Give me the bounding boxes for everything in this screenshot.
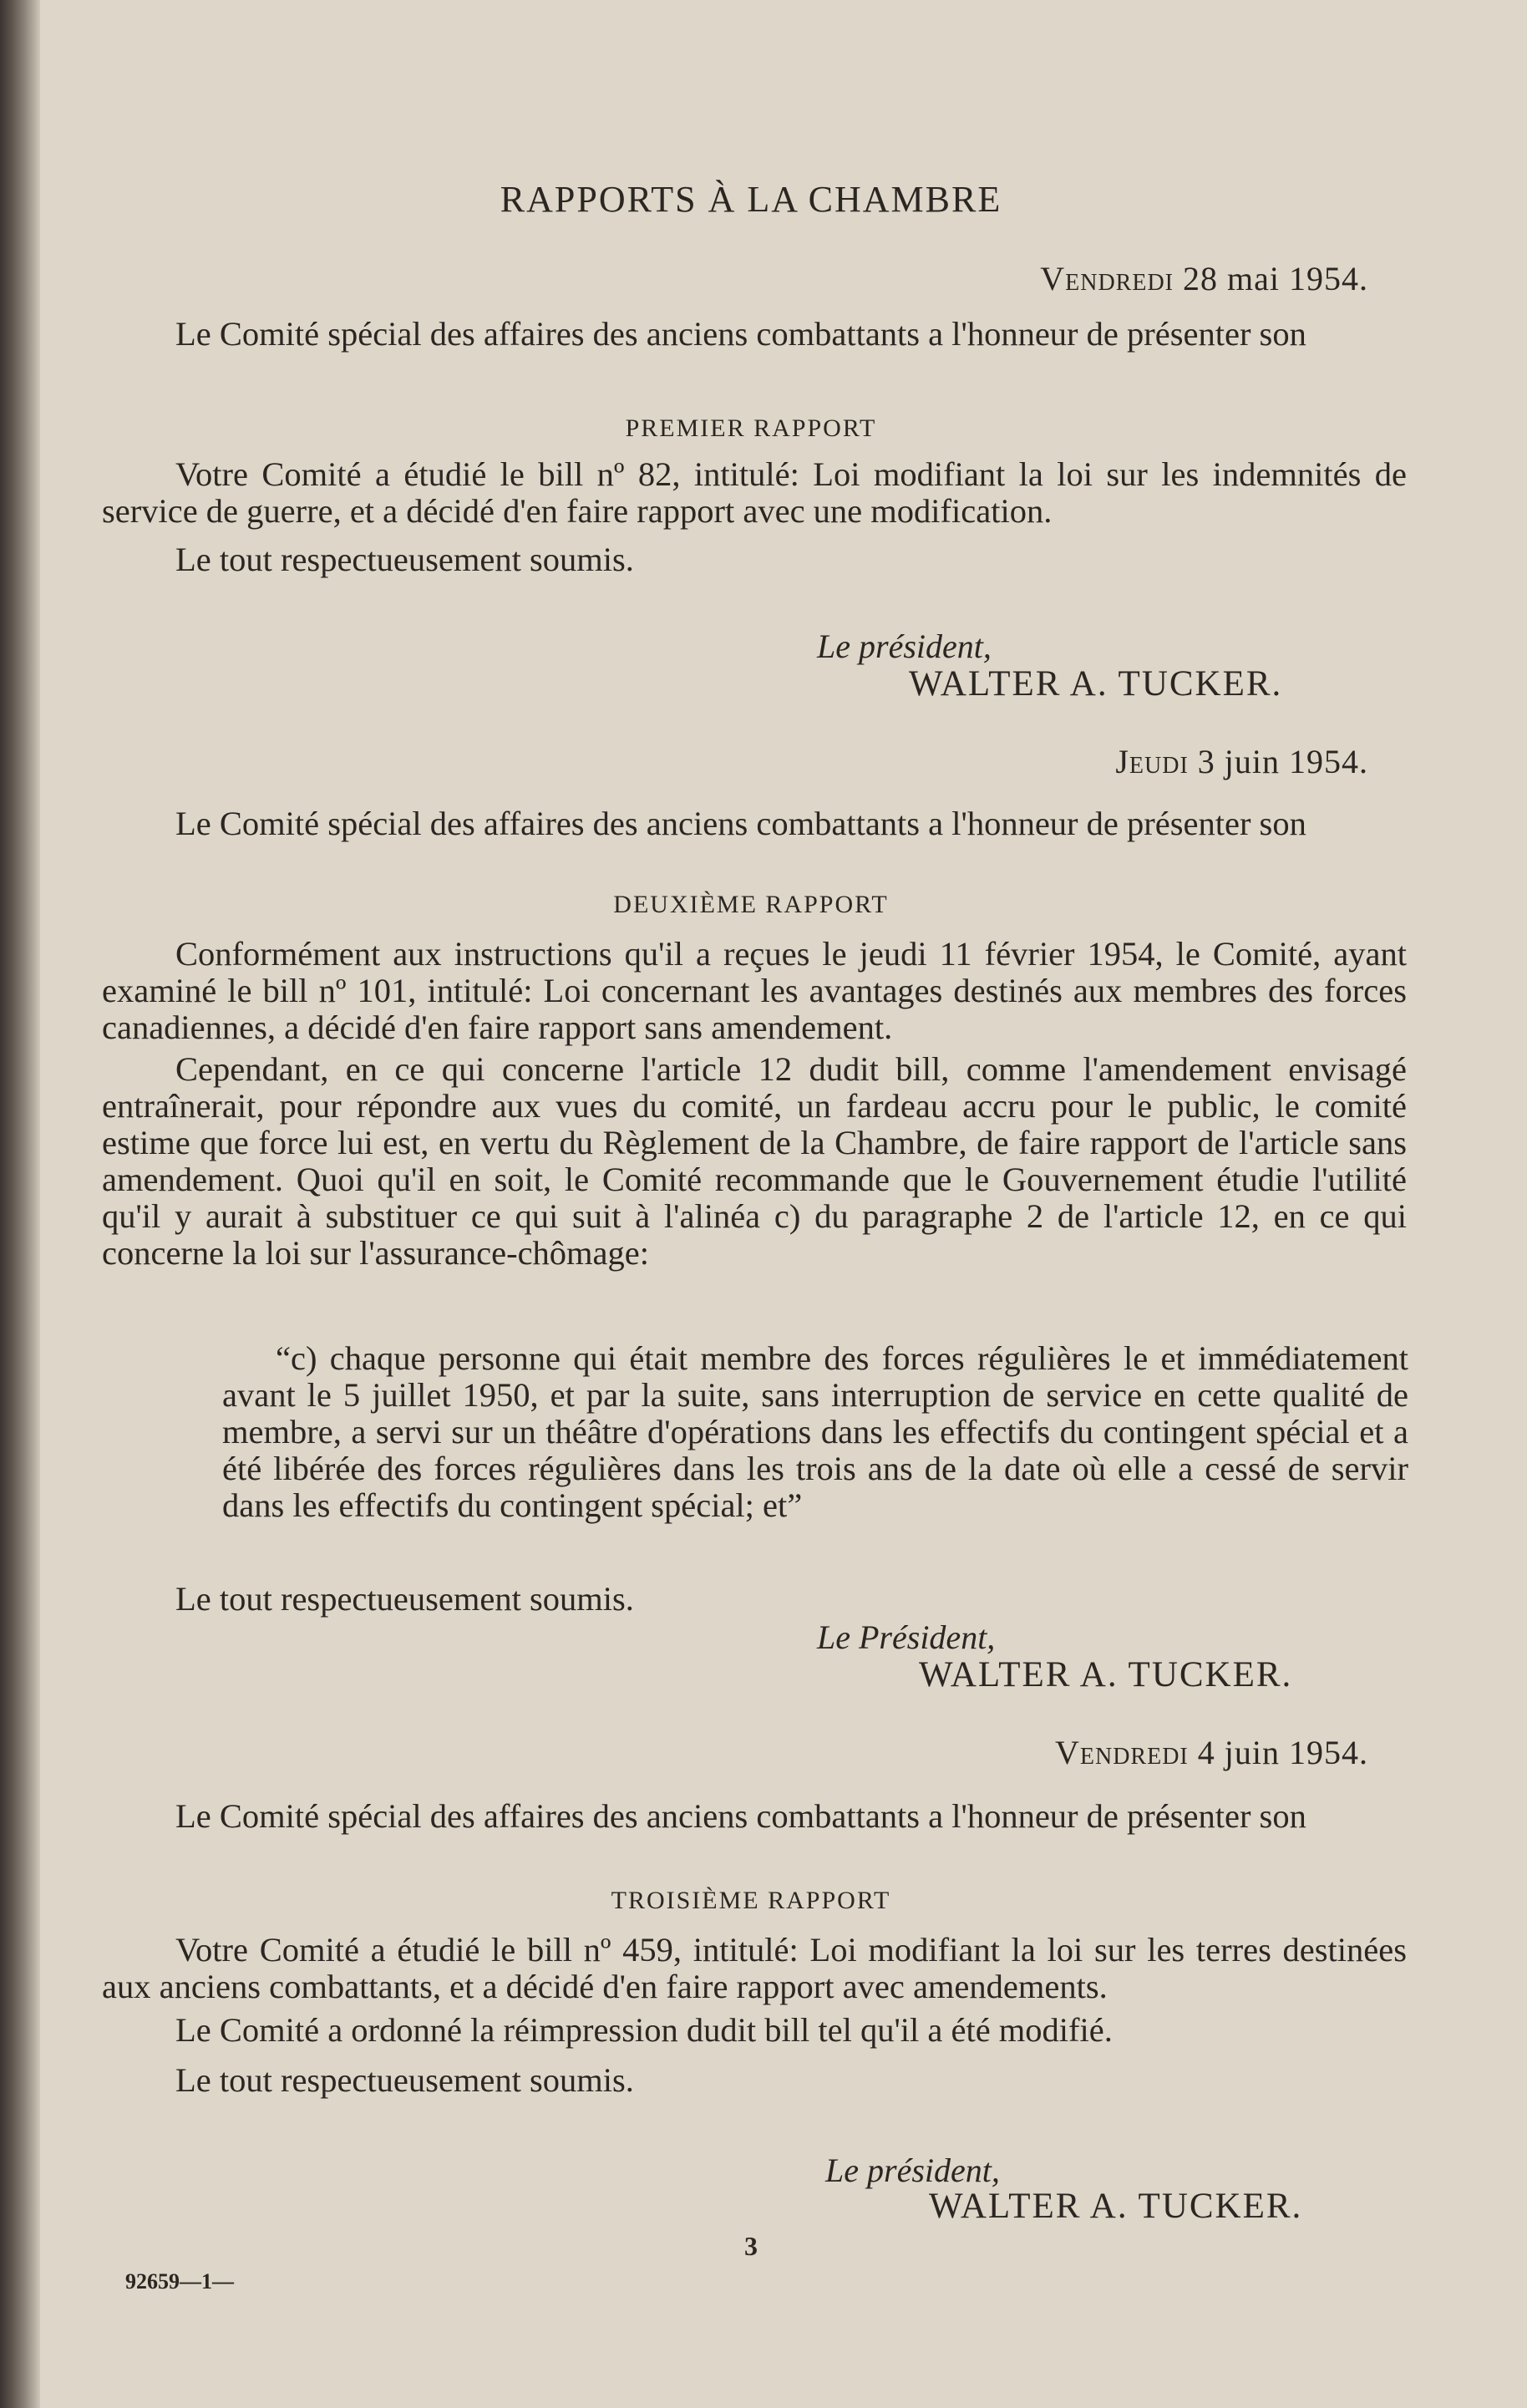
report-2-closing: Le tout respectueusement soumis. <box>175 1580 634 1618</box>
report-3-date <box>1055 1733 1368 1772</box>
document-page <box>40 0 1527 2408</box>
report-2-paragraph-2: Cependant, en ce qui concerne l'article 12 dudit bill, comme l'amendement envisagé entraînerait, pour répondre aux vues du comité, un fardeau accru pour le public, le comité estime que force lui est, en vertu du Règlement de la Chambre, de faire rapport de l'article sans amendement. Quoi qu'il en soit, le Comité recommande que le Gouvernement étudie l'utilité qu'il y aurait à substituer ce qui suit à l'alinéa c) du paragraphe 2 de l'article 12, en ce qui concerne la loi sur l'assurance-chômage: <box>102 1050 1407 1272</box>
report-3-paragraph-1: Votre Comité a étudié le bill nº 459, intitulé: Loi modifiant la loi sur les terres destinées aux anciens combattants, et a décidé d'en faire rapport avec amendements. <box>102 1931 1407 2005</box>
report-3-signature-name: WALTER A. TUCKER. <box>929 2187 1303 2226</box>
report-3-signature-role: Le président, <box>825 2151 1000 2189</box>
report-1-date-day: Vendredi <box>1040 260 1174 297</box>
report-1-heading: PREMIER RAPPORT <box>625 414 877 442</box>
report-2-paragraph-1: Conformément aux instructions qu'il a reçues le jeudi 11 février 1954, le Comité, ayant examiné le bill nº 101, intitulé: Loi concernant les avantages destinés aux membres des forces canadiennes, a décidé d'en faire rapport sans amendement. <box>102 935 1407 1046</box>
report-3-intro-text: Le Comité spécial des affaires des anciens combattants a l'honneur de présenter son <box>175 1797 1306 1835</box>
report-2-intro-text: Le Comité spécial des affaires des anciens combattants a l'honneur de présenter son <box>175 805 1306 842</box>
report-3-date-rest: 4 juin 1954. <box>1197 1734 1368 1771</box>
report-1-intro <box>102 316 1407 353</box>
report-1-intro-text: Le Comité spécial des affaires des anciens combattants a l'honneur de présenter son <box>175 315 1306 353</box>
report-1-signature-role: Le président, <box>817 627 992 665</box>
report-2-date-rest: 3 juin 1954. <box>1197 743 1368 780</box>
report-3-paragraph-2: Le Comité a ordonné la réimpression dudit bill tel qu'il a été modifié. <box>175 2011 1113 2049</box>
report-3-heading: TROISIÈME RAPPORT <box>611 1887 891 1914</box>
report-1-date-rest: 28 mai 1954. <box>1183 260 1368 297</box>
report-2-heading: DEUXIÈME RAPPORT <box>613 891 889 918</box>
report-2-intro <box>102 805 1407 842</box>
report-2-date <box>1115 742 1368 781</box>
report-1-signature-name: WALTER A. TUCKER. <box>909 664 1283 704</box>
page-title: RAPPORTS À LA CHAMBRE <box>500 179 1002 220</box>
report-1-closing: Le tout respectueusement soumis. <box>175 541 634 578</box>
report-3-body <box>102 1932 1407 2099</box>
report-2-quote <box>222 1340 1408 1524</box>
report-2-signature-name: WALTER A. TUCKER. <box>919 1655 1293 1694</box>
report-3-closing: Le tout respectueusement soumis. <box>175 2061 634 2099</box>
report-2-body <box>102 936 1407 1272</box>
report-2-signature-role: Le Président, <box>817 1618 996 1656</box>
page-number: 3 <box>744 2231 758 2261</box>
report-3-intro <box>102 1798 1407 1835</box>
report-1-date <box>1040 259 1368 298</box>
book-spine <box>0 0 40 2408</box>
report-1-paragraph: Votre Comité a étudié le bill nº 82, intitulé: Loi modifiant la loi sur les indemnités de service de guerre, et a décidé d'en faire rapport avec une modification. <box>102 455 1407 530</box>
report-2-closing-block <box>102 1581 1407 1618</box>
report-2-quote-text: “c) chaque personne qui était membre des forces régulières le et immédiatement avant le 5 juillet 1950, et par la suite, sans interruption de service en cette qualité de membre, a servi sur un théâtre d'opérations dans les effectifs du contingent spécial et a été libérée des forces régulières dans les trois ans de la date où elle a cessé de servir dans les effectifs du contingent spécial; et” <box>222 1339 1408 1524</box>
print-code: 92659—1— <box>125 2269 234 2294</box>
report-1-body <box>102 456 1407 578</box>
report-2-date-day: Jeudi <box>1115 743 1189 780</box>
report-3-date-day: Vendredi <box>1055 1734 1189 1771</box>
